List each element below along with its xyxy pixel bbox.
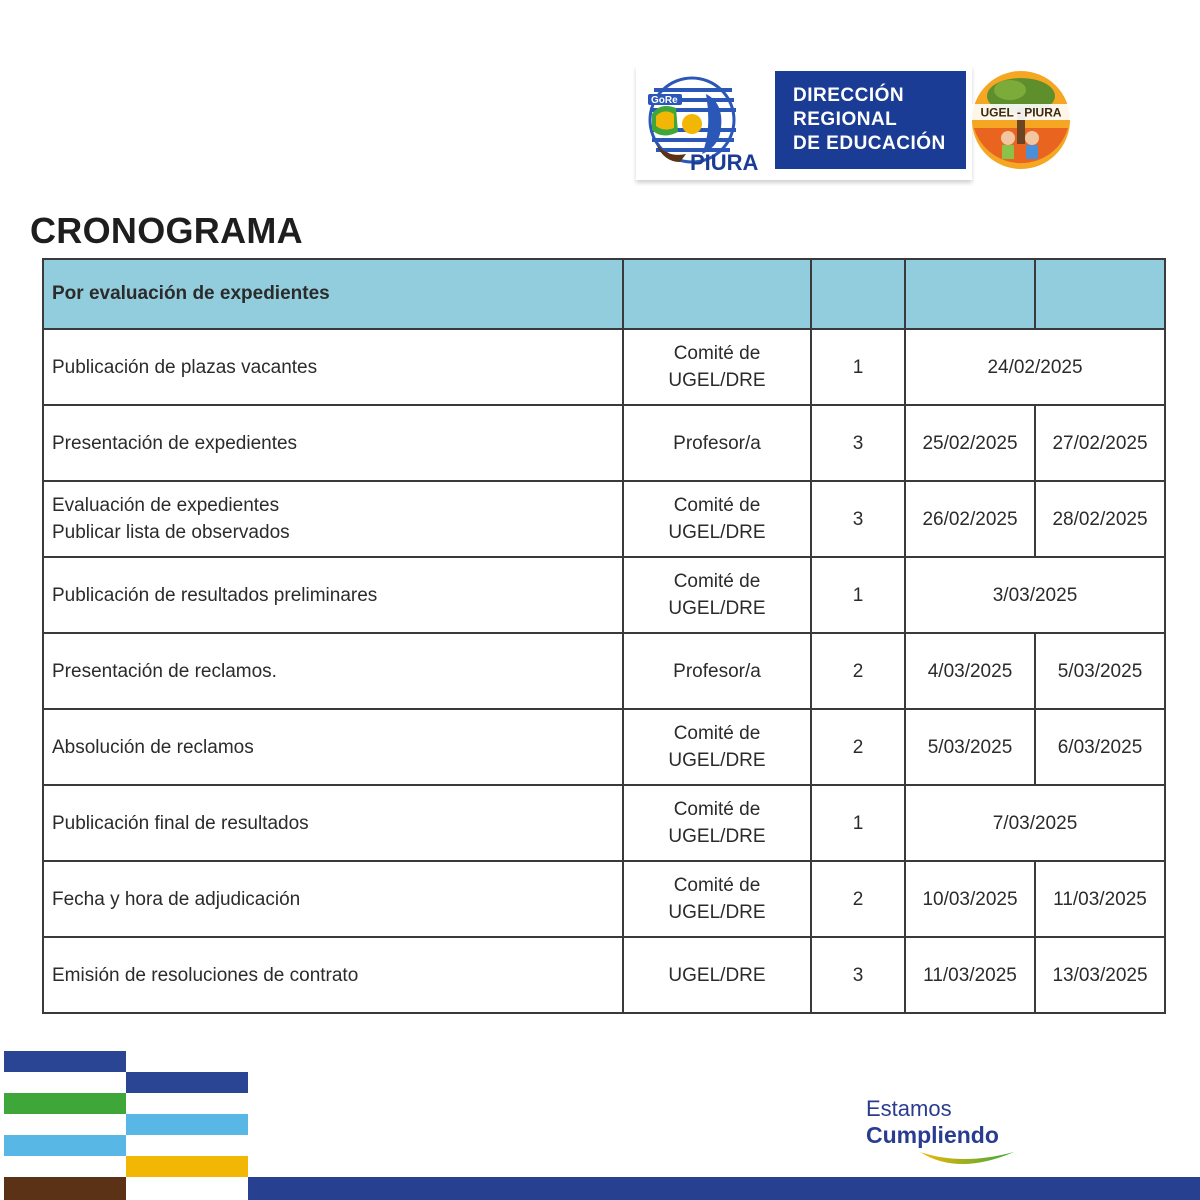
header-cell-start <box>905 259 1035 329</box>
header-cell-end <box>1035 259 1165 329</box>
start-date-cell: 4/03/2025 <box>905 633 1035 709</box>
responsible-text: UGEL/DRE <box>668 964 766 986</box>
activity-text: Publicación de plazas vacantes <box>52 356 318 378</box>
responsible-text: UGEL/DRE <box>668 522 766 543</box>
activity-text: Emisión de resoluciones de contrato <box>52 964 359 986</box>
stripe-white-gap <box>126 1177 248 1200</box>
table-row <box>43 481 1165 557</box>
dre-logo <box>775 71 966 169</box>
activity-text: Evaluación de expedientes <box>52 495 280 516</box>
header-logo-strip <box>636 66 972 180</box>
responsible-cell <box>623 481 811 557</box>
responsible-text: Comité de <box>673 723 761 744</box>
dre-line-3: DE EDUCACIÓN <box>793 133 946 154</box>
responsible-cell <box>623 709 811 785</box>
stripe-navy-right <box>126 1072 248 1093</box>
end-date-cell: 11/03/2025 <box>1035 861 1165 937</box>
dre-line-2: REGIONAL <box>793 109 898 130</box>
slogan <box>866 1096 999 1148</box>
days-cell: 1 <box>811 329 905 405</box>
activity-cell <box>43 861 623 937</box>
end-date-cell: 6/03/2025 <box>1035 709 1165 785</box>
start-date-cell: 11/03/2025 <box>905 937 1035 1013</box>
table-row <box>43 329 1165 405</box>
stripe-sky-right <box>126 1114 248 1135</box>
responsible-cell <box>623 405 811 481</box>
activity-cell <box>43 481 623 557</box>
table-row <box>43 405 1165 481</box>
footer-bar <box>248 1177 1200 1200</box>
responsible-text: UGEL/DRE <box>668 826 766 847</box>
responsible-text: Comité de <box>673 571 761 592</box>
activity-cell <box>43 405 623 481</box>
activity-text: Publicación de resultados preliminares <box>52 584 378 606</box>
days-cell: 3 <box>811 405 905 481</box>
end-date-cell: 28/02/2025 <box>1035 481 1165 557</box>
activity-text: Absolución de reclamos <box>52 736 254 758</box>
end-date-cell: 5/03/2025 <box>1035 633 1165 709</box>
activity-cell <box>43 633 623 709</box>
table-row <box>43 937 1165 1013</box>
days-cell: 2 <box>811 861 905 937</box>
responsible-cell <box>623 785 811 861</box>
schedule-table <box>42 258 1166 1014</box>
slogan-line-2: Cumpliendo <box>866 1122 999 1148</box>
table-row <box>43 709 1165 785</box>
activity-text: Publicación final de resultados <box>52 812 309 834</box>
activity-cell <box>43 329 623 405</box>
days-cell: 3 <box>811 481 905 557</box>
activity-cell <box>43 557 623 633</box>
responsible-text: UGEL/DRE <box>668 750 766 771</box>
section-label: Por evaluación de expedientes <box>43 259 623 329</box>
responsible-cell <box>623 937 811 1013</box>
slogan-line-1: Estamos <box>866 1096 952 1121</box>
end-date-cell: 13/03/2025 <box>1035 937 1165 1013</box>
responsible-cell <box>623 633 811 709</box>
stripe-yellow <box>126 1156 248 1177</box>
responsible-text: Comité de <box>673 495 761 516</box>
stripe-navy-left <box>4 1051 126 1072</box>
responsible-cell <box>623 557 811 633</box>
start-date-cell: 25/02/2025 <box>905 405 1035 481</box>
responsible-text: Comité de <box>673 875 761 896</box>
responsible-text: Profesor/a <box>673 660 761 682</box>
responsible-cell <box>623 329 811 405</box>
table-row <box>43 785 1165 861</box>
svg-text:PIURA: PIURA <box>690 150 759 174</box>
start-date-cell: 5/03/2025 <box>905 709 1035 785</box>
responsible-text: Comité de <box>673 799 761 820</box>
ugel-piura-logo <box>970 68 1072 172</box>
slogan-swoosh-icon <box>918 1146 1018 1172</box>
activity-cell <box>43 937 623 1013</box>
responsible-text: UGEL/DRE <box>668 598 766 619</box>
responsible-text: Comité de <box>673 343 761 364</box>
table-section-header <box>43 259 1165 329</box>
stripe-sky-left <box>4 1135 126 1156</box>
responsible-text: Profesor/a <box>673 432 761 454</box>
stripe-brown <box>4 1177 126 1200</box>
date-cell: 24/02/2025 <box>905 329 1165 405</box>
activity-text: Presentación de expedientes <box>52 432 298 454</box>
days-cell: 2 <box>811 709 905 785</box>
activity-text: Publicar lista de observados <box>52 522 290 543</box>
responsible-text: UGEL/DRE <box>668 370 766 391</box>
activity-cell <box>43 709 623 785</box>
stripe-green <box>4 1093 126 1114</box>
svg-text:GoRe: GoRe <box>651 95 678 106</box>
table-row <box>43 861 1165 937</box>
page-title: CRONOGRAMA <box>30 210 303 251</box>
end-date-cell: 27/02/2025 <box>1035 405 1165 481</box>
days-cell: 1 <box>811 785 905 861</box>
responsible-text: UGEL/DRE <box>668 902 766 923</box>
header-cell-days <box>811 259 905 329</box>
svg-text:UGEL - PIURA: UGEL - PIURA <box>980 105 1062 120</box>
table-row <box>43 557 1165 633</box>
header-cell-responsible <box>623 259 811 329</box>
date-cell: 3/03/2025 <box>905 557 1165 633</box>
responsible-cell <box>623 861 811 937</box>
activity-cell <box>43 785 623 861</box>
activity-text: Fecha y hora de adjudicación <box>52 888 301 910</box>
dre-line-1: DIRECCIÓN <box>793 85 905 106</box>
start-date-cell: 26/02/2025 <box>905 481 1035 557</box>
start-date-cell: 10/03/2025 <box>905 861 1035 937</box>
table-row <box>43 633 1165 709</box>
days-cell: 3 <box>811 937 905 1013</box>
days-cell: 1 <box>811 557 905 633</box>
activity-text: Presentación de reclamos. <box>52 660 277 682</box>
date-cell: 7/03/2025 <box>905 785 1165 861</box>
gore-piura-logo <box>646 74 774 174</box>
days-cell: 2 <box>811 633 905 709</box>
